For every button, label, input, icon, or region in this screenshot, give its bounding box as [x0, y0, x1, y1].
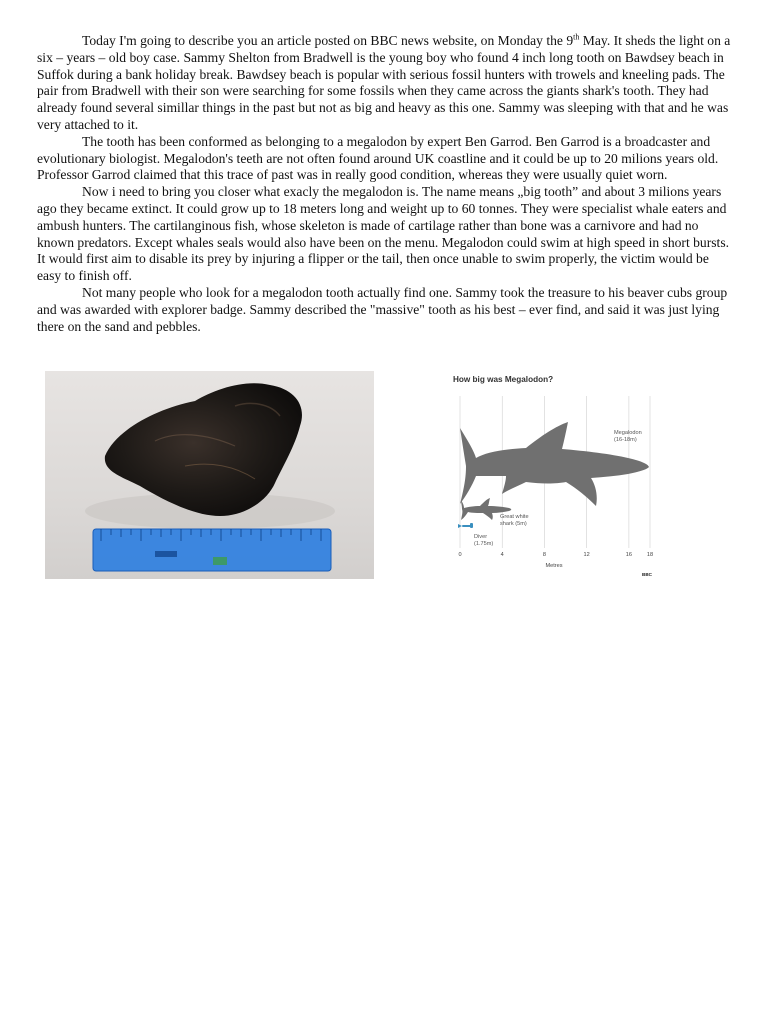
label-diver-line2: (1.75m)	[474, 541, 494, 547]
paragraph-1	[37, 33, 731, 134]
paragraph-3	[37, 184, 731, 285]
x-tick-label: 12	[583, 552, 590, 558]
chart-canvas	[446, 366, 664, 580]
chart-title: How big was Megalodon?	[453, 375, 554, 384]
x-axis-ticks	[458, 552, 653, 558]
label-megalodon-line2: (16-18m)	[614, 437, 637, 443]
ruler	[93, 529, 331, 571]
label-great-white-line1: Great white	[500, 514, 529, 520]
x-tick-label: 4	[500, 552, 504, 558]
paragraph-4-text: Not many people who look for a megalodon tooth actually find one. Sammy took the treasure to his beaver cubs group and was awarded with explorer badge. Sammy described the "massive" tooth as his best – ever find, and said it was just lying there on the sand and pebbles.	[37, 284, 728, 334]
x-tick-label: 18	[646, 552, 654, 558]
paragraph-2-text: The tooth has been conformed as belonging to a megalodon by expert Ben Garrod. Ben Garrod is a broadcaster and evolutionary biologist. Megalodon's teeth are not often found around UK coastline and it could be up to 20 milions years old. Professor Garrod claimed that this trace of past was in really good condition, whereas they were usually quiet worn.	[37, 133, 719, 183]
label-megalodon-line1: Megalodon	[614, 430, 642, 436]
megalodon-size-chart	[446, 366, 664, 580]
paragraph-3-text: Now i need to bring you closer what exacly the megalodon is. The name means „big tooth” and about 3 milions years ago they became extinct. It could grow up to 18 meters long and weight up to 60 tonnes. They were specialist whale eaters and ambush hunters. The cartilanginous fish, whose skeleton is made of cartilage rather than bone was a carnivore and had no known predators. Except whales seals would also have been on the menu. Megalodon could swim at high speed in short bursts. It would first aim to disable its prey by injuring a flipper or the tail, then once unable to swim properly, the victim would be easy to finish off.	[37, 184, 730, 284]
article-body	[37, 33, 731, 335]
x-tick-label: 0	[458, 552, 462, 558]
paragraph-1-text-b: May. It sheds the light on a six – years – old boy case. Sammy Shelton from Bradwell is the young boy who found 4 inch long tooth on Bawdsey beach in Suffok during a bank holiday break. Bawdsey beach is popular with serious fossil hunters with trowels and kneeling pads. The pair from Bradwell with their son were searching for some fossils when they came across the giants shark's tooth. They had already found several simillar things in the past but not as big and heavy as this one. Sammy was sleeping with that and he was very attached to it.	[37, 33, 731, 132]
source-logo: BBC	[642, 572, 652, 577]
label-diver-line1: Diver	[474, 534, 488, 540]
paragraph-2	[37, 134, 731, 184]
date-ordinal-suffix: th	[573, 32, 580, 42]
x-tick-label: 8	[542, 552, 547, 558]
tooth-photo	[45, 371, 374, 579]
x-axis-label: Metres	[545, 563, 563, 569]
label-great-white-line2: shark (5m)	[500, 521, 527, 527]
x-tick-label: 16	[625, 552, 633, 558]
paragraph-4	[37, 285, 731, 335]
tooth-photo-image	[45, 371, 374, 579]
paragraph-1-text-a: Today I'm going to describe you an article posted on BBC news website, on Monday the 9	[82, 33, 574, 48]
